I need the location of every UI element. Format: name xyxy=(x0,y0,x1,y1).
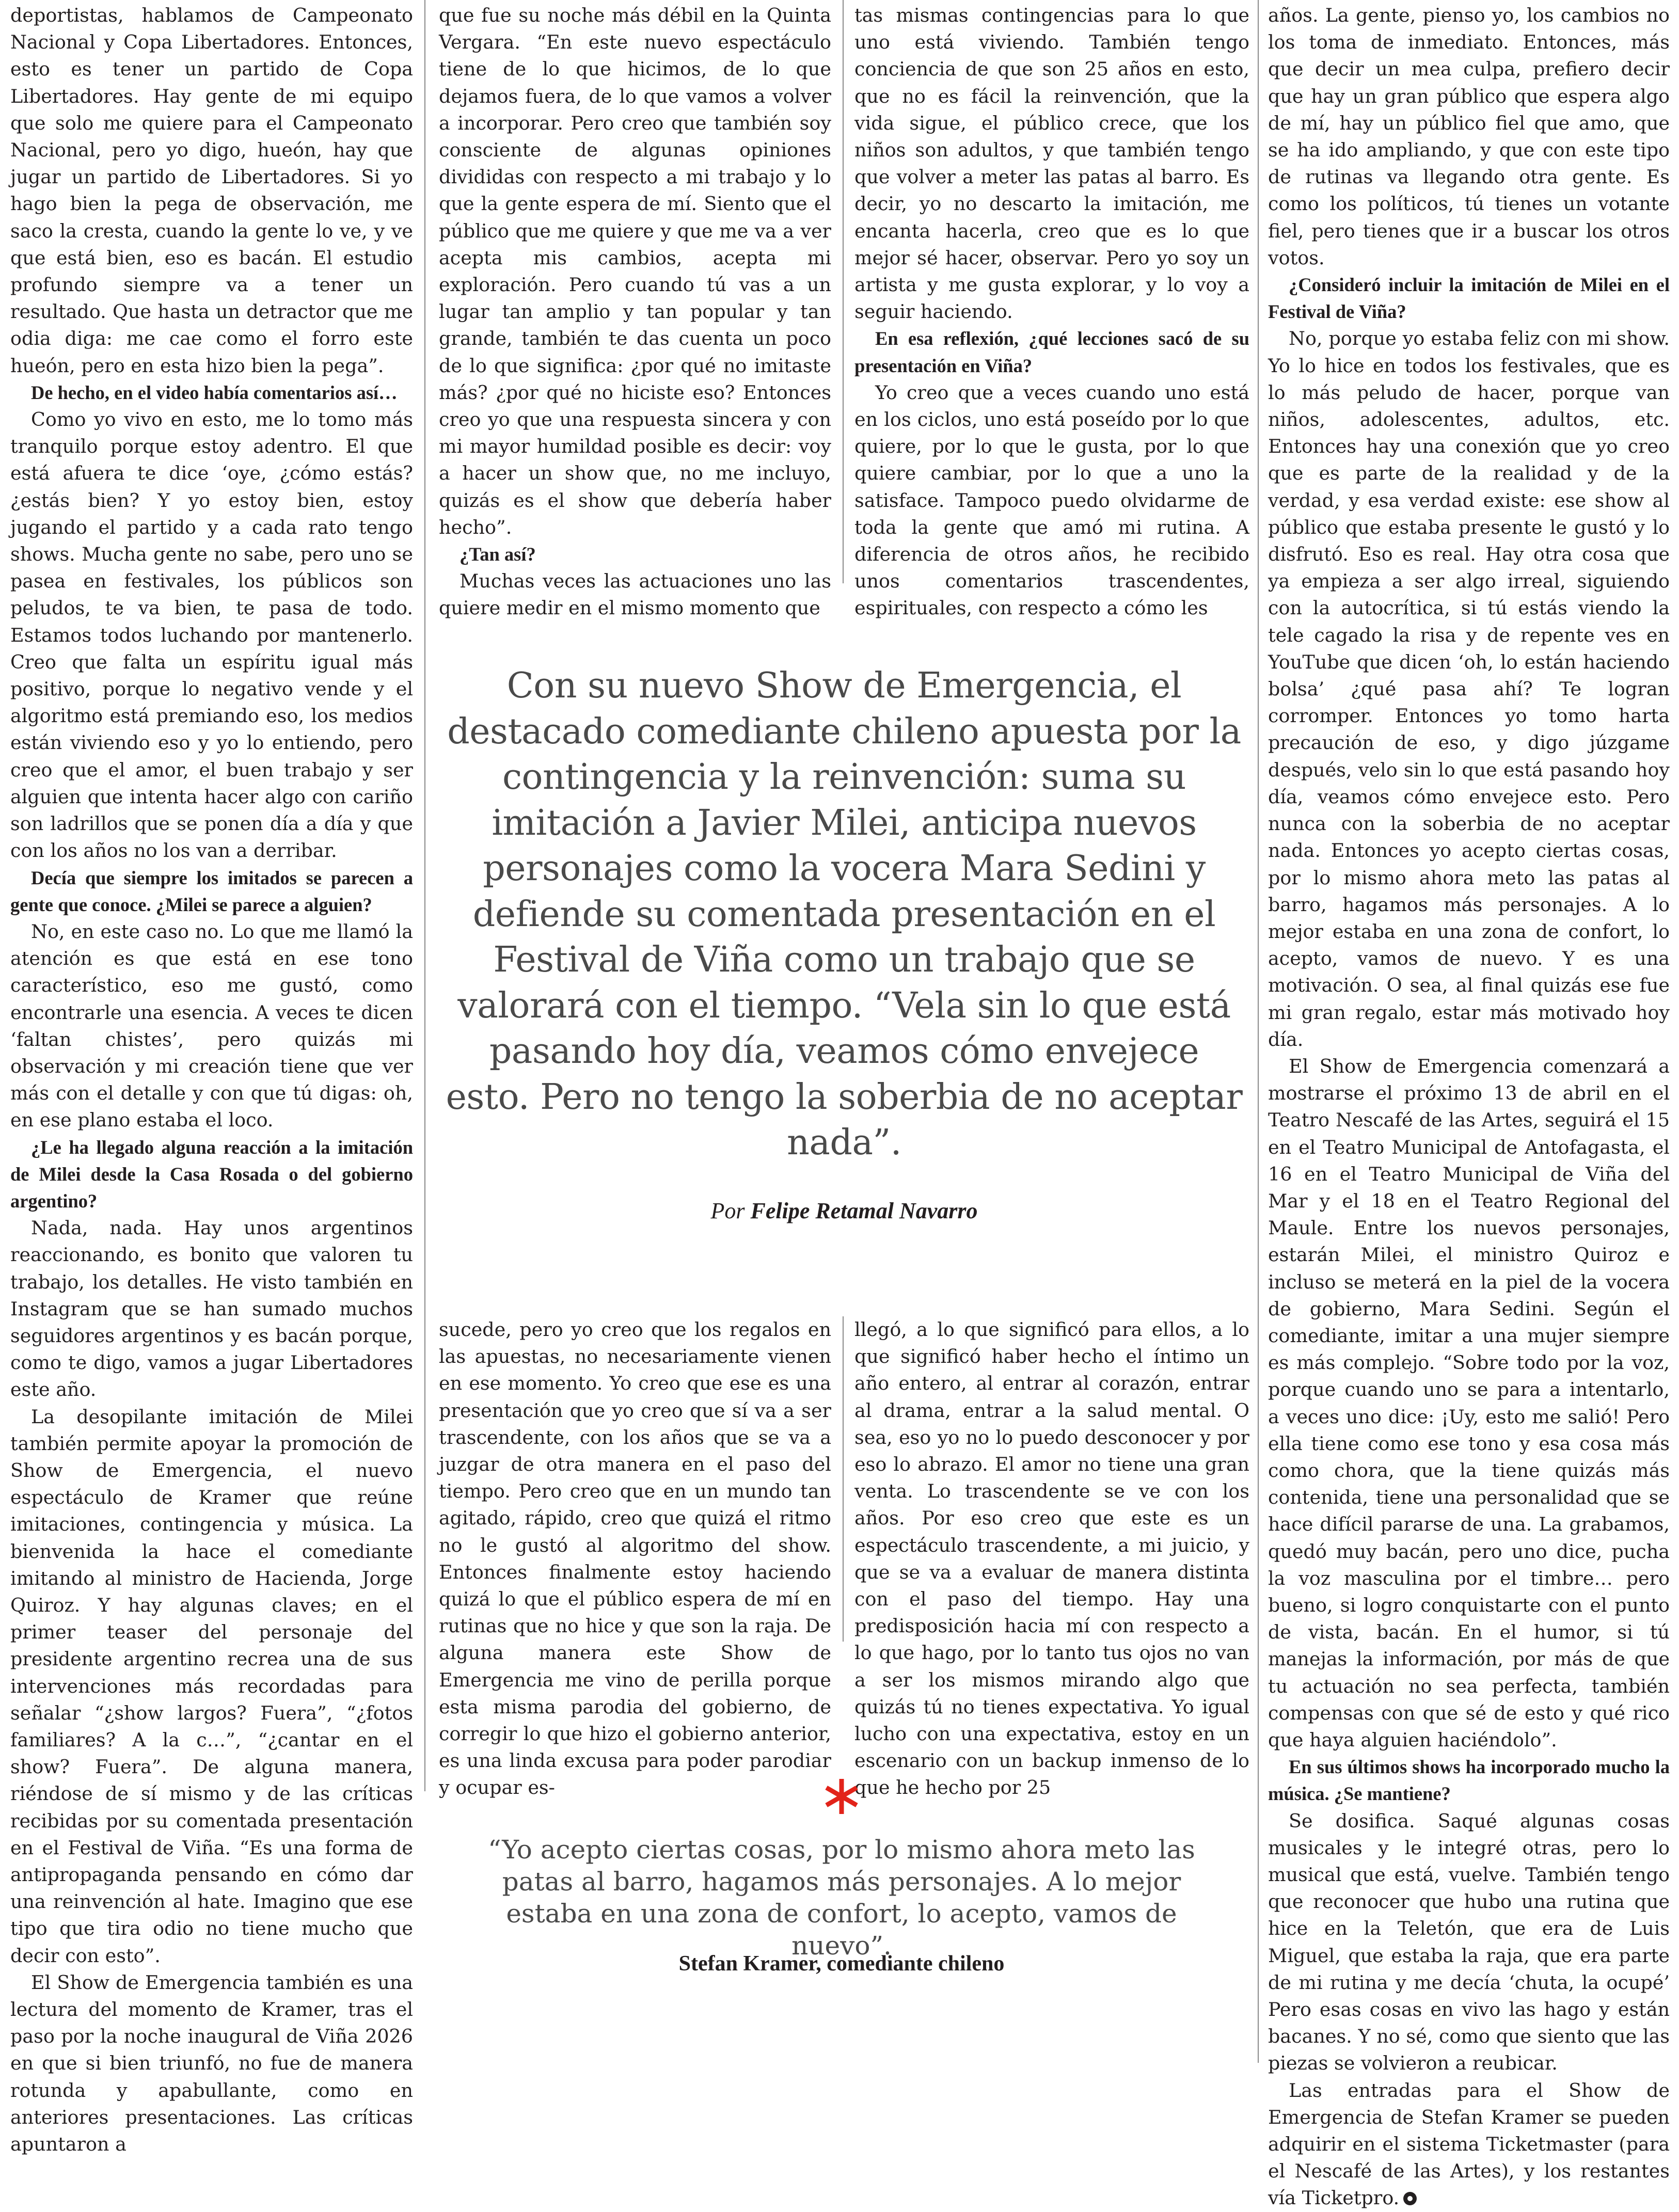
asterisk-icon xyxy=(821,1776,862,1817)
paragraph: sucede, pero yo creo que los regalos en las apuestas, no necesariamente vienen en ese momento. Yo creo que ese es una presentación que yo creo que sí va a ser trascendente, con los años que se va a juzgar de otra manera en el paso del tiempo. Pero creo que en un mundo tan agitado, rápido, creo que quizá el ritmo no le gustó al algoritmo del show. Entonces finalmente estoy haciendo quizá lo que el público espera de mí en rutinas que no hice y que son la raja. De alguna manera este Show de Emergencia me vino de perilla porque esta misma parodia del gobierno, de corregir lo que hizo el gobierno anterior, es una linda excusa para poder parodiar y ocupar es- xyxy=(439,1318,831,1799)
column-rule-2-bottom xyxy=(843,1316,844,1642)
byline-prefix: Por xyxy=(710,1198,745,1223)
byline xyxy=(444,1198,1244,1224)
pull-quote: “Yo acepto ciertas cosas, por lo mismo ahora meto las patas al barro, hagamos más personajes. A lo mejor estaba en una zona de confort, lo acepto, vamos de nuevo”. xyxy=(488,1835,1195,1961)
paragraph: No, porque yo estaba feliz con mi show. Yo lo hice en todos los festivales, que es lo más peludo de hacer, porque van niños, adolescentes, adultos, etc. Entonces hay una conexión que yo creo que es parte de la realidad y de la verdad, y esa verdad existe: ese show al público que estaba presente le gustó y lo disfrutó. Eso es real. Hay otra cosa que ya empieza a ser algo irreal, siguiendo con la autocrítica, si tú estás viendo la tele cagado la risa y de repente ves en YouTube que dicen ‘oh, lo están haciendo bolsa’ ¿qué pasa ahí? Te logran corromper. Entonces yo tomo harta precaución de eso, y digo júzgame después, velo sin lo que está pasando hoy día, veamos cómo envejece esto. Pero nunca con la soberbia de no aceptar nada. Entonces yo acepto ciertas cosas, por lo mismo ahora meto las patas al barro, hagamos más personajes. A lo mejor estaba en una zona de confort, lo acepto, vamos de nuevo. Y es una motivación. O sea, al final quizás ese fue mi gran regalo, estar más motivado hoy día. xyxy=(1268,327,1670,1051)
article-column-1 xyxy=(10,2,413,2156)
paragraph: El Show de Emergencia comenzará a mostrarse el próximo 13 de abril en el Teatro Nescafé de las Artes, seguirá el 15 en el Teatro Municipal de Antofagasta, el 16 en el Teatro Municipal de Viña del Mar y el 18 en el Teatro Regional del Maule. Entre los nuevos personajes, estarán Milei, el ministro Quiroz e incluso se meterá en la piel de la vocera de gobierno, Mara Sedini. Según el comediante, imitar a una mujer siempre es más complejo. “Sobre todo por la voz, porque cuando uno se para a intentarlo, a veces uno dice: ¡Uy, esto me salió! Pero ella tiene como ese tono y esa cosa más como chora, que la tiene quizás más contenida, tiene una personalidad que se hace difícil pararse de una. La grabamos, quedó muy bacán, pero uno dice, pucha la voz masculina por el timbre… pero bueno, si logro conquistarte con el punto de vista, bacán. En el humor, si tú manejas la información, por más de que tu actuación no sea perfecta, también compensas con que sé de esto y qué rico que haya alguien haciéndolo”. xyxy=(1268,1055,1670,1751)
article-column-2-bottom xyxy=(439,1316,831,1799)
byline-author: Felipe Retamal Navarro xyxy=(750,1198,978,1223)
interview-question: ¿Consideró incluir la imitación de Milei en el Festival de Viña? xyxy=(1268,274,1670,323)
interview-question: De hecho, en el video había comentarios así… xyxy=(31,381,398,403)
paragraph: Muchas veces las actuaciones uno las quiere medir en el mismo momento que xyxy=(439,570,831,619)
article-column-3-top xyxy=(854,2,1249,619)
interview-question: ¿Tan así? xyxy=(460,544,536,565)
paragraph: El Show de Emergencia también es una lectura del momento de Kramer, tras el paso por la noche inaugural de Viña 2026 en que si bien triunfó, no fue de manera rotunda y apabullante, como en anteriores presentaciones. Las críticas apuntaron a xyxy=(10,1971,413,2156)
paragraph: que fue su noche más débil en la Quinta Vergara. “En este nuevo espectáculo tiene de lo que hicimos, de lo que dejamos fuera, de lo que vamos a volver a incorporar. Pero creo que también soy consciente de algunas opiniones divididas con respecto a mi trabajo y lo que la gente espera de mí. Siento que el público que me quiere y que me va a ver acepta mis cambios, acepta mi exploración. Pero cuando tú vas a un lugar tan amplio y tan popular y tan grande, también te das cuenta un poco de lo que significa: ¿por qué no imitaste más? ¿por qué no hiciste eso? Entonces creo yo que una respuesta sincera y con mi mayor humildad posible es decir: voy a hacer un show que, no me incluyo, quizás es el show que debería haber hecho”. xyxy=(439,4,831,538)
column-rule-2-top xyxy=(843,0,844,583)
article-column-2-top xyxy=(439,2,831,619)
paragraph: Nada, nada. Hay unos argentinos reaccionando, es bonito que valoren tu trabajo, los detalles. He visto también en Instagram que se han sumado muchos seguidores argentinos y es bacán porque, como te digo, vamos a jugar Libertadores este año. xyxy=(10,1217,413,1401)
paragraph: La desopilante imitación de Milei también permite apoyar la promoción de Show de Emergencia, el nuevo espectáculo de Kramer que reúne imitaciones, contingencia y música. La bienvenida la hace el comediante imitando al ministro de Hacienda, Jorge Quiroz. Y hay algunas claves; en el primer teaser del personaje del presidente argentino recrea una de sus intervenciones más recordadas para señalar “¿show largos? Fuera”, “¿fotos familiares? A la c…”, “¿cantar en el show? Fuera”. De alguna manera, riéndose de sí mismo y de las críticas recibidas por su comentada presentación en el Festival de Viña. “Es una forma de antipropaganda pensando en cómo dar una reinvención al hate. Imagino que ese tipo que tira odio no tiene mucho que decir con esto”. xyxy=(10,1405,413,1967)
paragraph: No, en este caso no. Lo que me llamó la atención es que está en ese tono característico, eso me gustó, como encontrarle una esencia. A veces te dicen ‘faltan chistes’, pero quizás mi observación y mi creación tiene que ver más con el detalle y con que tú digas: oh, en ese plano estaba el loco. xyxy=(10,920,413,1132)
column-rule-3 xyxy=(1258,0,1259,2063)
paragraph: tas mismas contingencias para lo que uno está viviendo. También tengo conciencia de que son 25 años en esto, que no es fácil la reinvención, que la vida sigue, el público crece, que los niños son adultos, y que también tengo que volver a meter las patas al barro. Es decir, yo no descarto la imitación, me encanta hacerla, creo que es lo que mejor sé hacer, observar. Pero yo soy un artista y me gusta explorar, y lo voy a seguir haciendo. xyxy=(854,4,1249,323)
article-deck: Con su nuevo Show de Emergencia, el destacado comediante chileno apuesta por la contingencia y la reinvención: suma su imitación a Javier Milei, anticipa nuevos personajes como la vocera Mara Sedini y defiende su comentada presentación en el Festival de Viña como un trabajo que se valorará con el tiempo. “Vela sin lo que está pasando hoy día, veamos cómo envejece esto. Pero no tengo la soberbia de no aceptar nada”. xyxy=(446,665,1243,1163)
paragraph: Se dosifica. Saqué algunas cosas musicales y le integré otras, pero lo musical que está, vuelve. También tengo que reconocer que hubo una rutina que hice en la Teletón, que era de Luis Miguel, que estaba la raja, que era parte de mi rutina y me decía ‘chuta, la ocupé’ Pero esas cosas en vivo las hago y están bacanes. Y no sé, como que siento que las piezas se volvieron a reubicar. xyxy=(1268,1809,1670,2075)
interview-question: ¿Le ha llegado alguna reacción a la imitación de Milei desde la Casa Rosada o del gobierno argentino? xyxy=(10,1136,413,1212)
article-column-3-bottom xyxy=(854,1316,1249,1799)
paragraph: años. La gente, pienso yo, los cambios no los toma de inmediato. Entonces, más que decir un mea culpa, prefiero decir que hay un gran público que espera algo de mí, hay un público fiel que amo, que se ha ido ampliando, y que con este tipo de rutinas va llegando otra gente. Es como los políticos, tú tienes un votante fiel, pero tienes que ir a buscar los otros votos. xyxy=(1268,4,1670,269)
column-rule-1 xyxy=(424,0,425,1791)
paragraph: deportistas, hablamos de Campeonato Nacional y Copa Libertadores. Entonces, esto es tener un partido de Copa Libertadores. Hay gente de mi equipo que solo me quiere para el Campeonato Nacional, pero yo digo, hueón, hay que jugar un partido de Libertadores. Si yo hago bien la pega de observación, me saco la cresta, cuando la gente lo ve, y ve que está bien, eso es bacán. El estudio profundo siempre va a tener un resultado. Que hasta un detractor que me odia diga: me cae como el forro este hueón, pero en esta hizo bien la pega”. xyxy=(10,4,413,377)
interview-question: En esa reflexión, ¿qué lecciones sacó de su presentación en Viña? xyxy=(854,328,1249,376)
article-column-4 xyxy=(1268,2,1670,2209)
paragraph: Como yo vivo en esto, me lo tomo más tranquilo porque estoy adentro. El que está afuera te dice ‘oye, ¿cómo estás? ¿estás bien? Y yo estoy bien, estoy jugando el partido y a cada rato tengo shows. Mucha gente no sabe, pero uno se pasea en festivales, los públicos son peludos, te va bien, te pasa de todo. Estamos todos luchando por mantenerlo. Creo que falta un espíritu igual más positivo, porque lo negativo vende y el algoritmo está premiando eso, los medios están viviendo eso y yo lo entiendo, pero creo que el amor, el buen trabajo y ser alguien que intenta hacer algo con cariño son ladrillos que se ponen día a día y que con los años no los van a derribar. xyxy=(10,408,413,862)
final-paragraph xyxy=(1268,2077,1670,2212)
interview-question: Decía que siempre los imitados se parecen a gente que conoce. ¿Milei se parece a alguien? xyxy=(10,867,413,915)
end-mark-icon xyxy=(1402,2191,1418,2206)
paragraph-text: Las entradas para el Show de Emergencia de Stefan Kramer se pueden adquirir en el sistema Ticketmaster (para el Nescafé de las Artes), y los restantes vía Ticketpro. xyxy=(1268,2079,1670,2209)
paragraph: llegó, a lo que significó para ellos, a lo que significó haber hecho el íntimo un año entero, al entrar al corazón, entrar al drama, entrar a la salud mental. O sea, eso yo no lo puedo desconocer y por eso lo abrazo. El amor no tiene una gran venta. Lo trascendente se ve con los años. Por eso creo que este es un espectáculo trascendente, a mi juicio, y que se va a evaluar de manera distinta con el paso del tiempo. Hay una predisposición hacia mí con respecto a lo que hago, por lo tanto tus ojos no van a ser los mismos mirando algo que quizás tú no tienes expectativa. Yo igual lucho con una expectativa, estoy en un escenario con un backup inmenso de lo que he hecho por 25 xyxy=(854,1318,1249,1799)
paragraph: Yo creo que a veces cuando uno está en los ciclos, uno está poseído por lo que quiere, por lo que le gusta, por lo que quiere cambiar, por lo que a uno la satisface. Tampoco puedo olvidarme de toda la gente que amó mi rutina. A diferencia de otros años, he recibido unos comentarios trascendentes, espirituales, con respecto a cómo les xyxy=(854,381,1249,619)
interview-question: En sus últimos shows ha incorporado mucho la música. ¿Se mantiene? xyxy=(1268,1756,1670,1805)
pull-quote-attribution: Stefan Kramer, comediante chileno xyxy=(678,1952,1005,1976)
